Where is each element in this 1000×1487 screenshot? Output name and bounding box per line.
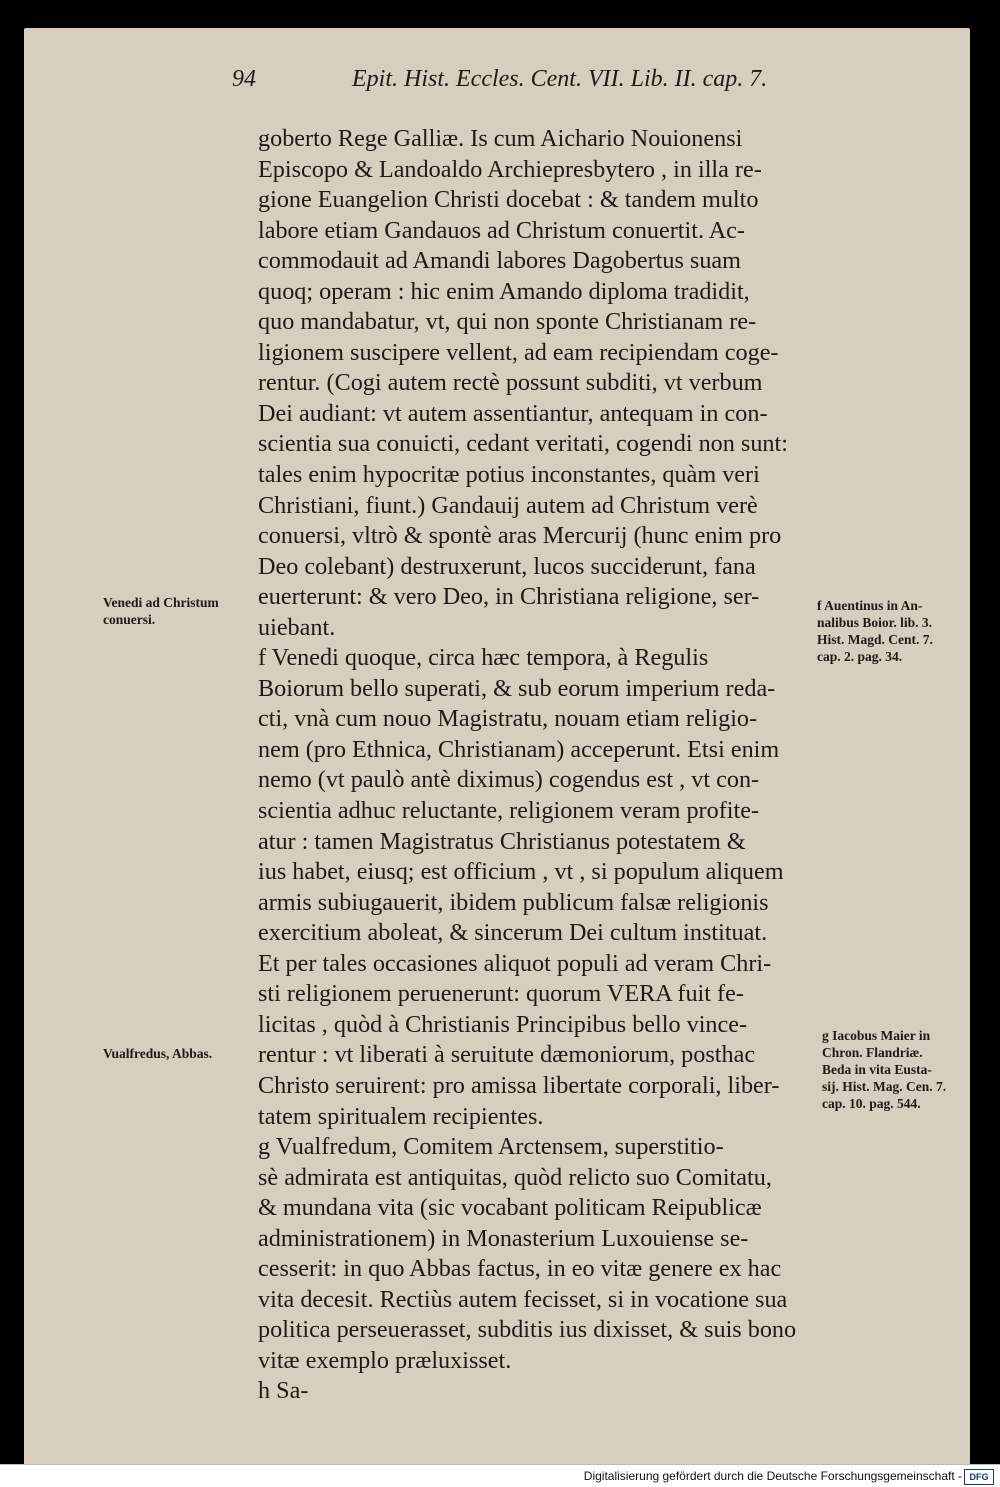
text-line: goberto Rege Galliæ. Is cum Aichario Nouionensi: [258, 125, 743, 152]
text-line: euerterunt: & vero Deo, in Christiana religione, ser-: [258, 583, 760, 611]
margin-note-venedi: Venedi ad Christum conuersi.: [103, 595, 219, 627]
text-line: vitæ exemplo præluxisset.: [258, 1346, 512, 1374]
text-line: f Venedi quoque, circa hæc tempora, à Regulis: [258, 644, 709, 672]
text-line: sè admirata est antiquitas, quòd relicto suo Comitatu,: [258, 1163, 772, 1191]
note-line: cap. 10. pag. 544.: [822, 1096, 921, 1111]
text-line: labore etiam Gandauos ad Christum conuertit. Ac-: [258, 216, 745, 244]
text-line: h Sa-: [258, 1377, 309, 1405]
text-line: Dei audiant: vt autem assentiantur, antequam in con-: [258, 399, 768, 427]
text-line: nem (pro Ethnica, Christianam) acceperunt. Etsi enim: [258, 735, 780, 763]
text-line: ligionem suscipere vellent, ad eam recipiendam coge-: [258, 338, 779, 366]
text-line: nemo (vt paulò antè diximus) cogendus est , vt con-: [258, 766, 760, 794]
note-line: sij. Hist. Mag. Cen. 7.: [822, 1079, 947, 1094]
text-line: rentur. (Cogi autem rectè possunt subditi, vt verbum: [258, 369, 763, 397]
text-line: quo mandabatur, vt, qui non sponte Christianam re-: [258, 308, 757, 336]
page-number: 94: [232, 66, 256, 92]
text-line: Deo colebant) destruxerunt, lucos succiderunt, fana: [258, 552, 756, 580]
note-line: cap. 2. pag. 34.: [817, 649, 903, 664]
text-line: conuersi, vltrò & spontè aras Mercurij (hunc enim pro: [258, 522, 782, 550]
note-line: Hist. Magd. Cent. 7.: [817, 632, 933, 647]
margin-note-g-citation: [822, 1027, 946, 1112]
text-line: g Vualfredum, Comitem Arctensem, superstitio-: [258, 1133, 724, 1161]
note-line: g Iacobus Maier in: [822, 1028, 931, 1043]
text-line: ius habet, eiusq; est officium , vt , si populum aliquem: [258, 858, 784, 886]
text-line: armis subiugauerit, ibidem publicum falsæ religionis: [258, 888, 769, 916]
text-line: administrationem) in Monasterium Luxouiense se-: [258, 1224, 749, 1252]
text-line: licitas , quòd à Christianis Principibus bello vince-: [258, 1010, 748, 1038]
text-line: tales enim hypocritæ potius inconstantes, quàm veri: [258, 461, 760, 489]
text-line: cti, vnà cum nouo Magistratu, nouam etiam religio-: [258, 705, 758, 733]
text-line: tatem spiritualem recipientes.: [258, 1102, 544, 1130]
text-line: rentur : vt liberati à seruitute dæmoniorum, posthac: [258, 1041, 756, 1069]
margin-note-f-citation: [817, 597, 933, 665]
text-line: Boiorum bello superati, & sub eorum imperium reda-: [258, 674, 776, 702]
note-line: nalibus Boior. lib. 3.: [817, 615, 933, 630]
margin-note-vualfredus: Vualfredus, Abbas.: [103, 1046, 213, 1061]
main-text: [258, 124, 806, 1407]
text-line: Christo seruirent: pro amissa libertate corporali, liber-: [258, 1071, 780, 1099]
note-line: Chron. Flandriæ.: [822, 1045, 923, 1060]
text-line: & mundana vita (sic vocabant politicam Reipublicæ: [258, 1194, 762, 1222]
text-line: cesserit: in quo Abbas factus, in eo vitæ genere ex hac: [258, 1255, 782, 1283]
text-line: gione Euangelion Christi docebat : & tandem multo: [258, 186, 759, 214]
page-header: [232, 66, 768, 106]
text-line: scientia adhuc reluctante, religionem veram profite-: [258, 797, 759, 825]
text-line: exercitium aboleat, & sincerum Dei cultum instituat.: [258, 919, 768, 947]
text-line: Christiani, fiunt.) Gandauij autem ad Christum verè: [258, 491, 758, 519]
note-line: Beda in vita Eusta-: [822, 1062, 932, 1077]
text-line: vita decesit. Rectiùs autem fecisset, si in vocatione sua: [258, 1285, 788, 1313]
text-line: politica perseuerasset, subditis ius dixisset, & suis bono: [258, 1316, 797, 1344]
text-line: quoq; operam : hic enim Amando diploma tradidit,: [258, 277, 750, 305]
text-line: Episcopo & Landoaldo Archiepresbytero , in illa re-: [258, 155, 762, 183]
footer-bar: [0, 1464, 1000, 1487]
dfg-logo[interactable]: DFG: [964, 1469, 994, 1485]
text-line: Et per tales occasiones aliquot populi ad veram Chri-: [258, 949, 772, 977]
text-line: uiebant.: [258, 613, 336, 641]
text-line: commodauit ad Amandi labores Dagobertus suam: [258, 247, 741, 275]
text-line: scientia sua conuicti, cedant veritati, cogendi non sunt:: [258, 430, 788, 458]
footer-credit: Digitalisierung gefördert durch die Deutsche Forschungsgemeinschaft -: [583, 1469, 962, 1483]
note-line: f Auentinus in An-: [817, 598, 923, 613]
running-title: Epit. Hist. Eccles. Cent. VII. Lib. II. cap. 7.: [352, 66, 768, 92]
text-line: sti religionem peruenerunt: quorum VERA fuit fe-: [258, 980, 744, 1008]
text-line: atur : tamen Magistratus Christianus potestatem &: [258, 827, 746, 855]
